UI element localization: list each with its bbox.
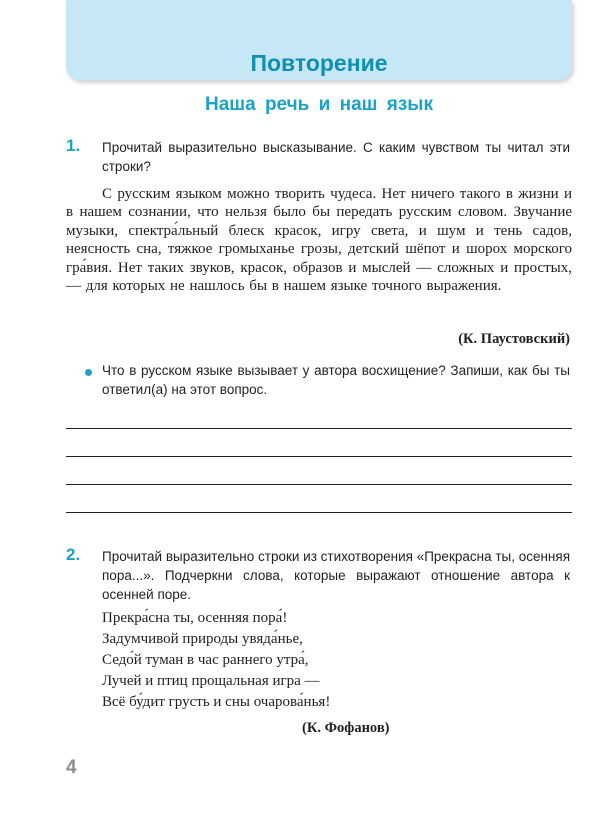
poem-line: Седо́й туман в час раннего утра́, (102, 652, 309, 668)
section-title: Повторение (250, 50, 388, 76)
task-1-author: (К. Паустовский) (458, 331, 570, 347)
task-1-quote: С русским языком можно творить чудеса. Нет ничего такого в жизни и в нашем сознании, что нельзя было бы передать русским словом. Звучание музыки, спектра́льный блеск красок, игру света, и шум и тень садов, неясность сна, тяжкое громыханье грозы, детский шёпот и шорох морского гра́вия. Нет таких звуков, красок, образов и мыслей — сложных и простых, — для которых не нашлось бы в нашем языке точного выражения. (66, 186, 572, 295)
poem-line: Всё бу́дит грусть и сны очарова́нья! (102, 694, 331, 710)
task-2-number: 2. (66, 545, 81, 564)
bullet-icon (85, 369, 92, 376)
section-banner (66, 0, 572, 80)
poem-line: Прекра́сна ты, осенняя пора́! (102, 610, 288, 626)
poem-line: Задумчивой природы увяда́нье, (102, 631, 303, 647)
topic-subtitle: Наша речь и наш язык (204, 94, 434, 115)
answer-line-4[interactable] (66, 512, 572, 513)
poem-line: Лучей и птиц прощальная игра — (102, 673, 320, 689)
page-number: 4 (66, 757, 77, 778)
task-2-poem (102, 608, 522, 713)
task-2-author: (К. Фофанов) (302, 720, 390, 736)
task-2-instruction: Прочитай выразительно строки из стихотворения «Прекрасна ты, осенняя пора...». Подчеркни слова, которые выражают отношение автора к осенней поре. (102, 549, 571, 602)
answer-line-2[interactable] (66, 456, 572, 457)
answer-line-1[interactable] (66, 428, 572, 429)
task-1-number: 1. (66, 136, 81, 155)
answer-line-3[interactable] (66, 484, 572, 485)
task-1-instruction: Прочитай выразительно высказывание. С каким чувством ты читал эти строки? (102, 140, 570, 174)
task-1-question: Что в русском языке вызывает у автора восхищение? Запиши, как бы ты ответил(а) на этот вопрос. (102, 363, 570, 397)
